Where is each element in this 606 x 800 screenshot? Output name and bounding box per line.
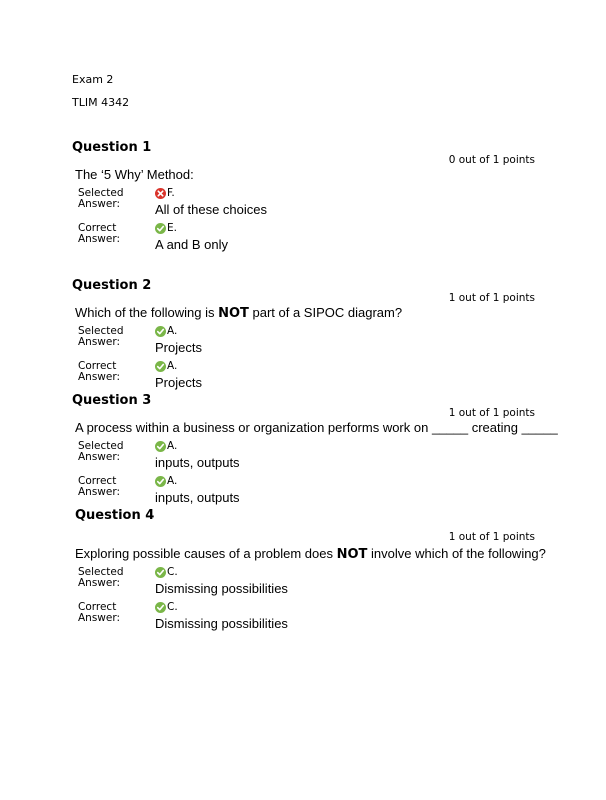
choice-letter: E. <box>167 222 177 234</box>
correct-answer-choice <box>155 601 178 613</box>
question-text-part: A process within a business or organization performs work on _____ creating _____ <box>75 420 558 435</box>
selected-answer-label: Selected Answer: <box>78 566 124 589</box>
selected-answer-choice <box>155 566 178 578</box>
correct-answer-text: Projects <box>155 375 202 390</box>
correct-answer-text: Dismissing possibilities <box>155 616 288 631</box>
question-text-emphasis: NOT <box>336 547 368 562</box>
selected-answer-choice <box>155 325 177 337</box>
choice-letter: C. <box>167 566 178 578</box>
question-title: Question 1 <box>72 140 152 155</box>
correct-answer-label: Correct Answer: <box>78 475 121 498</box>
correct-icon <box>155 476 166 487</box>
selected-answer-choice <box>155 187 175 199</box>
correct-icon <box>155 602 166 613</box>
selected-answer-label: Selected Answer: <box>78 325 124 348</box>
correct-answer-choice <box>155 475 177 487</box>
selected-answer-text: All of these choices <box>155 202 268 217</box>
question-text-part: The ‘5 Why’ Method: <box>75 167 194 182</box>
correct-icon <box>155 567 166 578</box>
question-text <box>75 420 558 436</box>
question-title: Question 3 <box>72 393 152 408</box>
question-title: Question 2 <box>72 278 152 293</box>
choice-letter: A. <box>167 440 178 452</box>
question-points: 0 out of 1 points <box>448 154 535 166</box>
selected-answer-text: Projects <box>155 340 202 355</box>
question-text-part: part of a SIPOC diagram? <box>248 305 403 320</box>
wrong-icon <box>155 188 166 199</box>
correct-answer-label: Correct Answer: <box>78 360 121 383</box>
question-text <box>75 305 402 321</box>
selected-answer-label: Selected Answer: <box>78 440 124 463</box>
exam-title: Exam 2 <box>72 73 114 86</box>
choice-letter: A. <box>167 475 178 487</box>
correct-icon <box>155 441 166 452</box>
selected-answer-text: inputs, outputs <box>155 455 240 470</box>
selected-answer-label: Selected Answer: <box>78 187 124 210</box>
choice-letter: F. <box>167 187 175 199</box>
question-text-part: Which of the following is <box>75 305 219 320</box>
correct-icon <box>155 326 166 337</box>
course-code: TLIM 4342 <box>72 96 130 109</box>
correct-icon <box>155 223 166 234</box>
choice-letter: A. <box>167 325 178 337</box>
selected-answer-text: Dismissing possibilities <box>155 581 288 596</box>
question-text-part: Exploring possible causes of a problem does <box>75 546 337 561</box>
question-text <box>75 546 546 562</box>
question-text-part: involve which of the following? <box>367 546 546 561</box>
choice-letter: C. <box>167 601 178 613</box>
correct-answer-text: inputs, outputs <box>155 490 240 505</box>
question-text <box>75 167 194 183</box>
correct-answer-text: A and B only <box>155 237 228 252</box>
selected-answer-choice <box>155 440 177 452</box>
question-text-emphasis: NOT <box>218 306 249 321</box>
question-points: 1 out of 1 points <box>448 531 535 543</box>
correct-answer-choice <box>155 222 177 234</box>
choice-letter: A. <box>167 360 178 372</box>
question-points: 1 out of 1 points <box>448 292 535 304</box>
correct-icon <box>155 361 166 372</box>
correct-answer-label: Correct Answer: <box>78 222 121 245</box>
question-points: 1 out of 1 points <box>448 407 535 419</box>
correct-answer-label: Correct Answer: <box>78 601 121 624</box>
question-title: Question 4 <box>75 508 155 523</box>
correct-answer-choice <box>155 360 177 372</box>
